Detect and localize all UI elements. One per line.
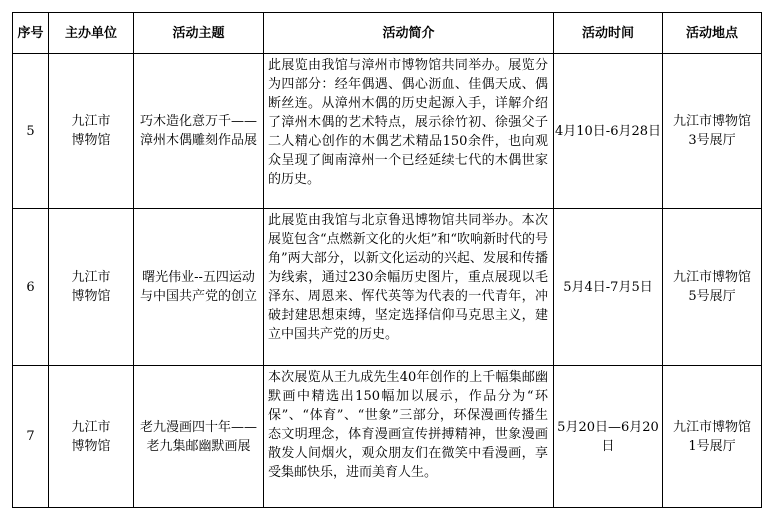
cell-intro: 本次展览从王九成先生40年创作的上千幅集邮幽默画中精选出150幅加以展示，作品分为“环保”、“体育”、“世象”三部分，环保漫画传播生态文明理念，体育漫画宣传拼搏精神，世象漫画散发人间烟火，观众朋友们在微笑中看漫画，享受集邮快乐，进而美育人生。	[264, 366, 554, 508]
cell-time: 5月20日—6月20日	[554, 366, 663, 508]
table-wrapper	[12, 12, 762, 508]
theme-line: 曙光伟业--五四运动	[142, 270, 255, 285]
cell-theme	[134, 54, 264, 209]
table-row	[13, 209, 762, 366]
theme-line: 老九集邮幽默画展	[146, 438, 251, 454]
cell-venue	[663, 209, 762, 366]
venue-line: 3号展厅	[688, 133, 736, 148]
organizer-line: 九江市	[71, 114, 111, 129]
cell-venue	[663, 54, 762, 209]
theme-line: 老九漫画四十年——	[139, 419, 257, 435]
cell-intro: 此展览由我馆与北京鲁迅博物馆共同举办。本次展览包含“点燃新文化的火炬”和“吹响新时代的号角”两大部分，以新文化运动的兴起、发展和传播为线索，通过230余幅历史图片，重点展现以毛泽东、周恩来、恽代英等为代表的一代青年，冲破封建思想束缚，坚定选择信仰马克思主义，建立中国共产党的历史。	[264, 209, 554, 366]
venue-line: 1号展厅	[688, 438, 736, 454]
header-row	[13, 13, 762, 54]
theme-line: 巧木造化意万千——	[139, 114, 257, 129]
venue-line: 九江市博物馆	[672, 114, 751, 129]
cell-organizer	[49, 366, 134, 508]
organizer-line: 博物馆	[71, 133, 111, 148]
theme-line: 与中国共产党的创立	[139, 289, 257, 304]
cell-intro: 此展览由我馆与漳州市博物馆共同举办。展览分为四部分：经年偶遇、偶心沥血、佳偶天成、偶断丝连。从漳州木偶的历史起源入手，详解介绍了漳州木偶的艺术特点，展示徐竹初、徐强父子二人精心创作的木偶艺术精品150余件，也向观众呈现了闽南漳州一个已经延续七代的木偶世家的历史。	[264, 54, 554, 209]
cell-theme	[134, 209, 264, 366]
organizer-line: 博物馆	[71, 438, 111, 454]
cell-no: 6	[13, 209, 49, 366]
cell-time: 5月4日-7月5日	[554, 209, 663, 366]
header-organizer: 主办单位	[49, 13, 134, 54]
cell-no: 7	[13, 366, 49, 508]
header-theme: 活动主题	[134, 13, 264, 54]
table-row	[13, 366, 762, 508]
header-venue: 活动地点	[663, 13, 762, 54]
organizer-line: 九江市	[71, 270, 111, 285]
cell-time: 4月10日-6月28日	[554, 54, 663, 209]
cell-no: 5	[13, 54, 49, 209]
header-no: 序号	[13, 13, 49, 54]
cell-venue	[663, 366, 762, 508]
organizer-line: 九江市	[71, 419, 111, 435]
venue-line: 九江市博物馆	[672, 270, 751, 285]
organizer-line: 博物馆	[71, 289, 111, 304]
cell-organizer	[49, 54, 134, 209]
venue-line: 九江市博物馆	[672, 419, 751, 435]
theme-line: 漳州木偶雕刻作品展	[139, 133, 257, 148]
venue-line: 5号展厅	[688, 289, 736, 304]
exhibition-table	[12, 12, 762, 508]
header-intro: 活动简介	[264, 13, 554, 54]
cell-theme	[134, 366, 264, 508]
cell-organizer	[49, 209, 134, 366]
header-time: 活动时间	[554, 13, 663, 54]
table-row	[13, 54, 762, 209]
